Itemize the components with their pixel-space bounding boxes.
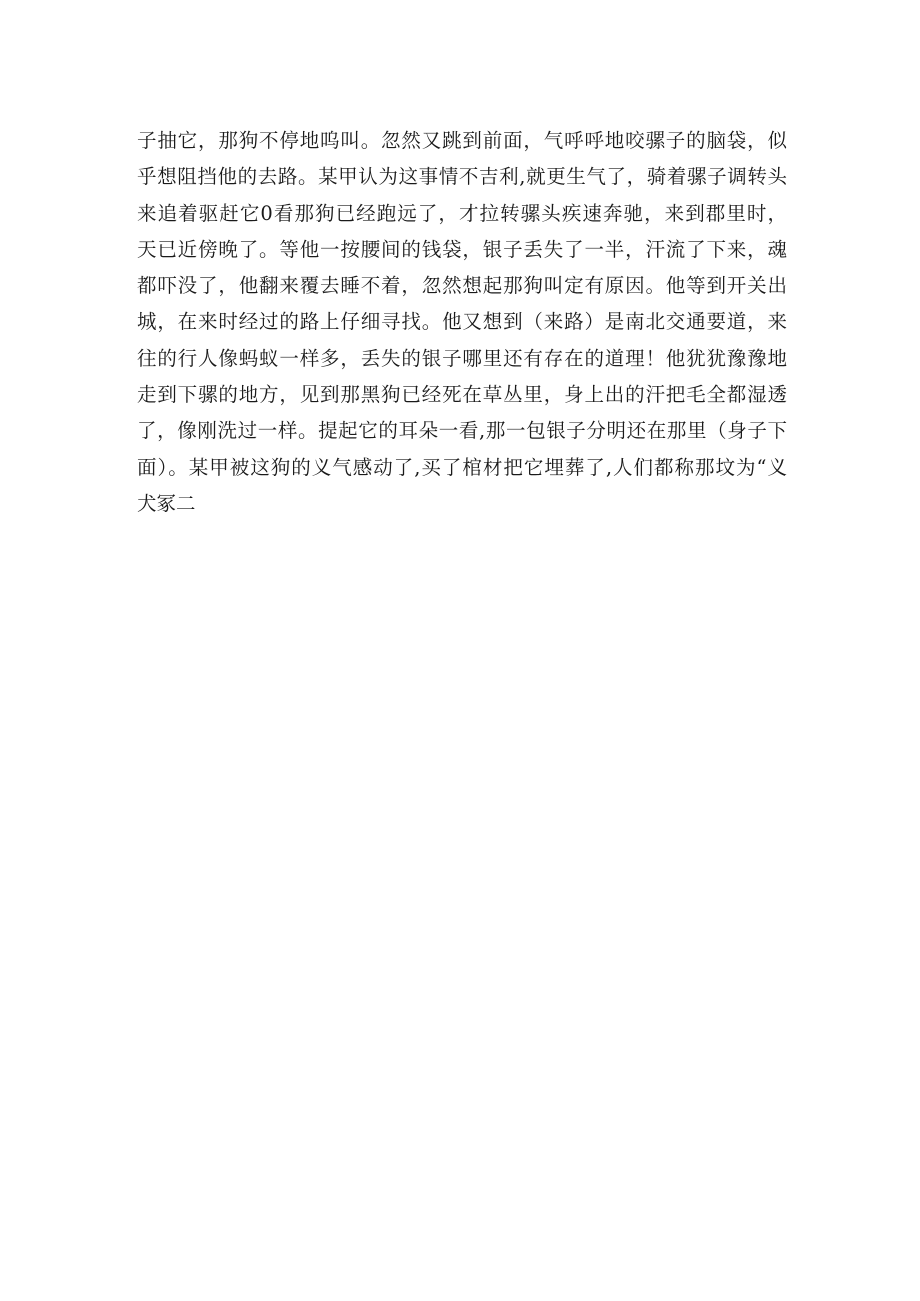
text-line: 来追着驱赶它0看那狗已经跑远了，才拉转骡头疾速奔驰，来到郡里时， [137, 201, 787, 225]
text-line: 犬冢二 [137, 491, 196, 515]
text-line: 天已近傍晚了。等他一按腰间的钱袋，银子丢失了一半，汗流了下来，魂 [137, 237, 787, 261]
body-paragraph [137, 123, 787, 522]
text-line: 乎想阻挡他的去路。某甲认为这事情不吉利,就更生气了，骑着骡子调转头 [137, 165, 787, 189]
text-line: 子抽它，那狗不停地呜叫。忽然又跳到前面，气呼呼地咬骡子的脑袋，似 [137, 129, 787, 152]
text-line: 了，像刚洗过一样。提起它的耳朵一看,那一包银子分明还在那里（身子下 [137, 419, 787, 443]
text-line: 往的行人像蚂蚁一样多，丢失的银子哪里还有存在的道理！他犹犹豫豫地 [137, 346, 787, 370]
text-line: 面）。某甲被这狗的义气感动了,买了棺材把它埋葬了,人们都称那坟为“义 [137, 455, 787, 479]
text-line: 都吓没了，他翻来覆去睡不着，忽然想起那狗叫定有原因。他等到开关出 [137, 274, 787, 298]
text-line: 城，在来时经过的路上仔细寻找。他又想到（来路）是南北交通要道，来 [137, 310, 787, 334]
text-line: 走到下骡的地方，见到那黑狗已经死在草丛里，身上出的汗把毛全都湿透 [137, 383, 787, 407]
